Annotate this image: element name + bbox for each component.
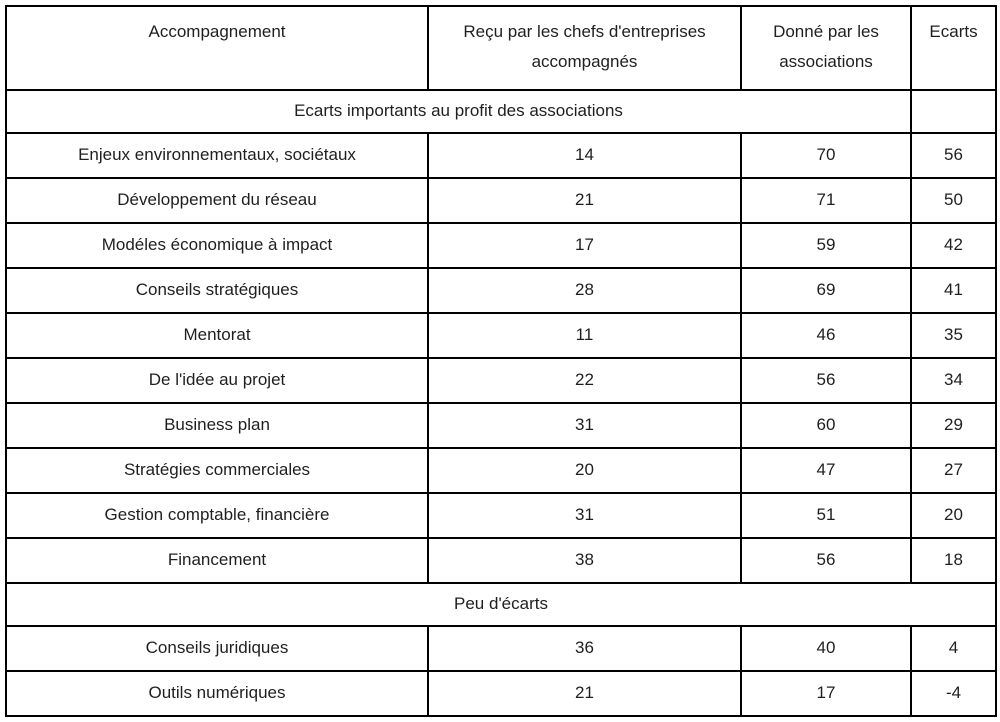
donne-cell: 47 xyxy=(741,448,911,493)
recu-cell: 21 xyxy=(428,671,741,716)
ecart-cell: 34 xyxy=(911,358,996,403)
ecart-cell: 4 xyxy=(911,626,996,671)
section-row-peu-ecarts xyxy=(6,583,996,626)
table-row xyxy=(6,358,996,403)
ecart-cell: 35 xyxy=(911,313,996,358)
section-row-ecarts-importants xyxy=(6,90,996,133)
recu-cell: 14 xyxy=(428,133,741,178)
row-label-cell: Outils numériques xyxy=(6,671,428,716)
ecart-cell: 42 xyxy=(911,223,996,268)
recu-cell: 28 xyxy=(428,268,741,313)
table-row xyxy=(6,671,996,716)
table-header xyxy=(6,6,996,90)
table-body xyxy=(6,90,996,716)
ecart-cell: 56 xyxy=(911,133,996,178)
header-recu-par-chefs: Reçu par les chefs d'entreprises accompagnés xyxy=(428,6,741,90)
table-row xyxy=(6,178,996,223)
section-empty-cell xyxy=(911,90,996,133)
table-row xyxy=(6,626,996,671)
ecart-cell: 27 xyxy=(911,448,996,493)
row-label-cell: De l'idée au projet xyxy=(6,358,428,403)
recu-cell: 20 xyxy=(428,448,741,493)
row-label-cell: Conseils juridiques xyxy=(6,626,428,671)
ecart-cell: 18 xyxy=(911,538,996,583)
ecart-cell: -4 xyxy=(911,671,996,716)
donne-cell: 59 xyxy=(741,223,911,268)
recu-cell: 17 xyxy=(428,223,741,268)
recu-cell: 11 xyxy=(428,313,741,358)
header-accompagnement: Accompagnement xyxy=(6,6,428,90)
table-row xyxy=(6,493,996,538)
table-row xyxy=(6,448,996,493)
row-label-cell: Mentorat xyxy=(6,313,428,358)
row-label-cell: Modéles économique à impact xyxy=(6,223,428,268)
table-row xyxy=(6,538,996,583)
ecart-cell: 29 xyxy=(911,403,996,448)
recu-cell: 38 xyxy=(428,538,741,583)
donne-cell: 56 xyxy=(741,538,911,583)
donne-cell: 40 xyxy=(741,626,911,671)
header-row xyxy=(6,6,996,90)
recu-cell: 21 xyxy=(428,178,741,223)
ecart-cell: 41 xyxy=(911,268,996,313)
header-ecarts: Ecarts xyxy=(911,6,996,90)
row-label-cell: Développement du réseau xyxy=(6,178,428,223)
donne-cell: 60 xyxy=(741,403,911,448)
donne-cell: 46 xyxy=(741,313,911,358)
row-label-cell: Conseils stratégiques xyxy=(6,268,428,313)
recu-cell: 22 xyxy=(428,358,741,403)
header-donne-par-associations: Donné par les associations xyxy=(741,6,911,90)
row-label-cell: Stratégies commerciales xyxy=(6,448,428,493)
ecart-cell: 50 xyxy=(911,178,996,223)
ecart-cell: 20 xyxy=(911,493,996,538)
recu-cell: 31 xyxy=(428,403,741,448)
row-label-cell: Enjeux environnementaux, sociétaux xyxy=(6,133,428,178)
section-title: Ecarts importants au profit des associations xyxy=(6,90,911,133)
table-row xyxy=(6,313,996,358)
donne-cell: 51 xyxy=(741,493,911,538)
row-label-cell: Gestion comptable, financière xyxy=(6,493,428,538)
donne-cell: 17 xyxy=(741,671,911,716)
section-title: Peu d'écarts xyxy=(6,583,996,626)
recu-cell: 31 xyxy=(428,493,741,538)
table-row xyxy=(6,223,996,268)
table-row xyxy=(6,268,996,313)
accompagnement-comparison-table xyxy=(5,5,997,717)
donne-cell: 71 xyxy=(741,178,911,223)
table-row xyxy=(6,403,996,448)
donne-cell: 69 xyxy=(741,268,911,313)
recu-cell: 36 xyxy=(428,626,741,671)
donne-cell: 70 xyxy=(741,133,911,178)
donne-cell: 56 xyxy=(741,358,911,403)
table-row xyxy=(6,133,996,178)
row-label-cell: Financement xyxy=(6,538,428,583)
row-label-cell: Business plan xyxy=(6,403,428,448)
